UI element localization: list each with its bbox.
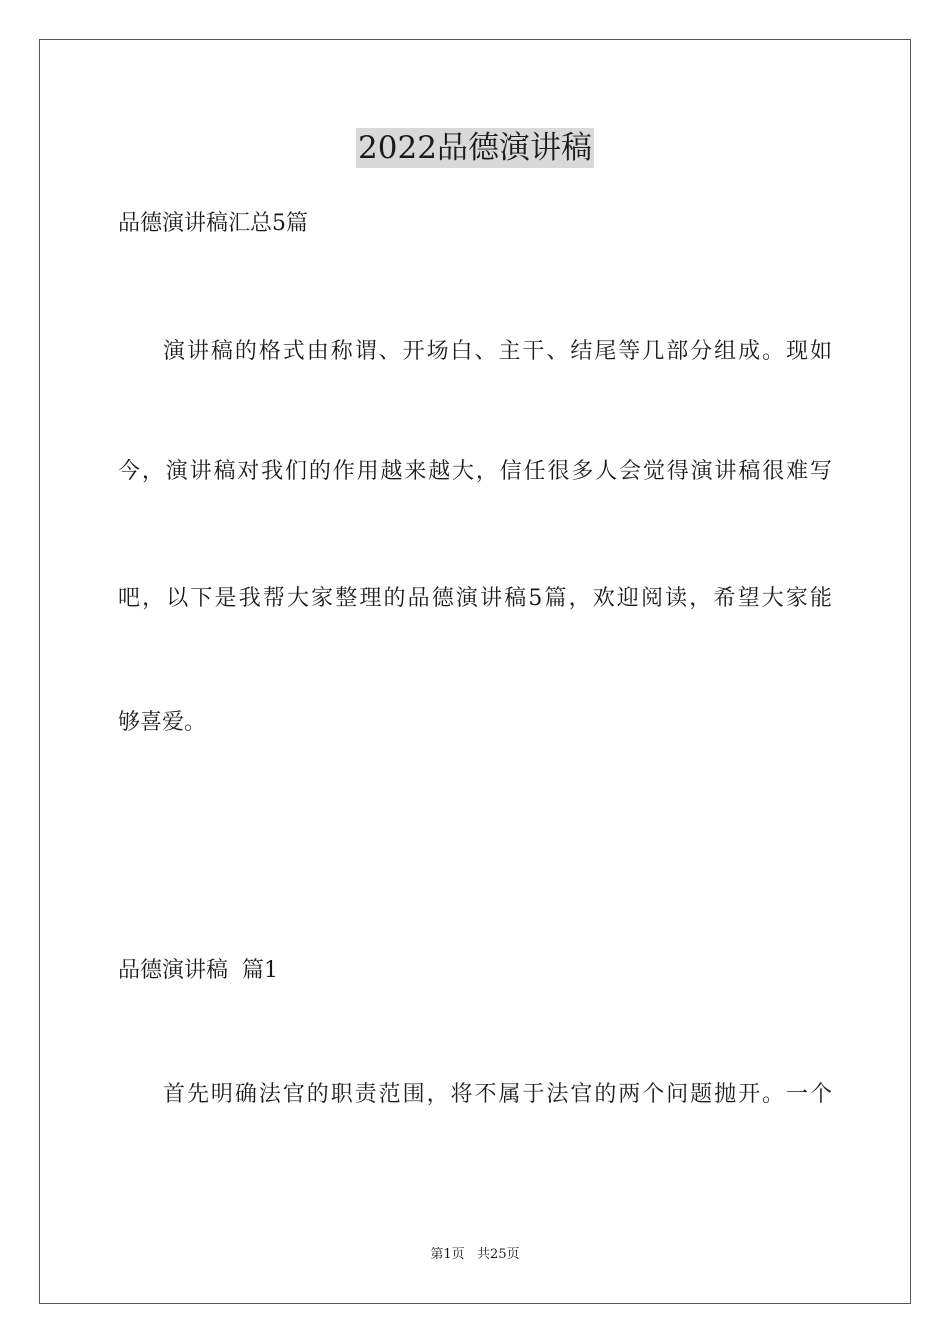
page-number-footer: 第1页 共25页 [430, 1247, 520, 1262]
paragraph-line: 今，演讲稿对我们的作用越来越大，信任很多人会觉得演讲稿很难写 [118, 459, 832, 484]
document-subtitle: 品德演讲稿汇总5篇 [118, 211, 308, 236]
paragraph-line: 首先明确法官的职责范围，将不属于法官的两个问题抛开。一个 [163, 1082, 832, 1107]
paragraph-line: 演讲稿的格式由称谓、开场白、主干、结尾等几部分组成。现如 [163, 339, 832, 364]
title-container [0, 128, 950, 168]
section-heading: 品德演讲稿 篇1 [118, 958, 278, 983]
paragraph-line: 够喜爱。 [118, 710, 207, 735]
paragraph-line: 吧，以下是我帮大家整理的品德演讲稿5篇，欢迎阅读，希望大家能 [118, 586, 832, 611]
document-title: 2022品德演讲稿 [358, 130, 592, 166]
